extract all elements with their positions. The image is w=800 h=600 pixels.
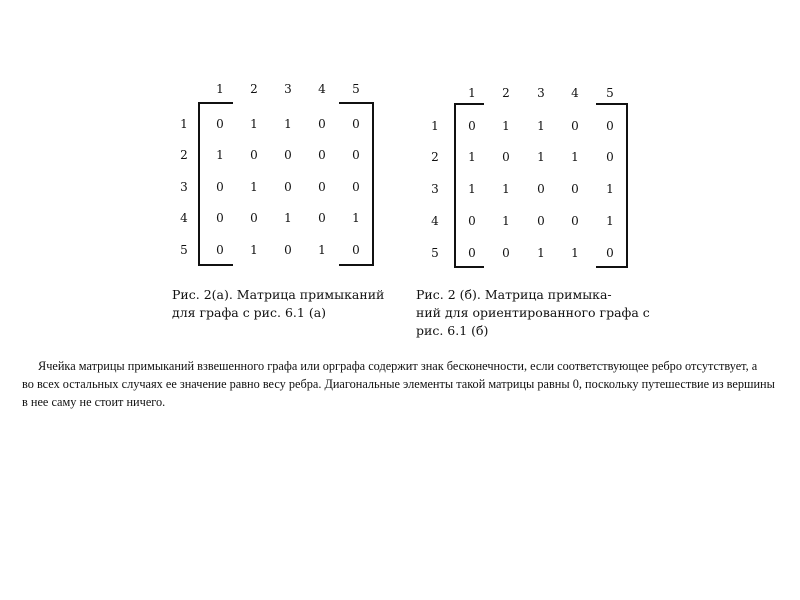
row-label: 2 <box>431 150 439 164</box>
paragraph-line: в нее саму не стоит ничего. <box>22 395 166 409</box>
matrix-cell: 0 <box>284 243 292 257</box>
matrix-cell: 0 <box>284 180 292 194</box>
matrix-cell: 0 <box>352 243 360 257</box>
col-label: 4 <box>318 82 326 96</box>
matrix-cell: 0 <box>216 243 224 257</box>
matrix-cell: 0 <box>468 119 476 133</box>
matrix-cell: 1 <box>318 243 326 257</box>
matrix-cell: 0 <box>352 180 360 194</box>
matrix-cell: 0 <box>468 214 476 228</box>
row-label: 3 <box>431 182 439 196</box>
matrix-cell: 1 <box>537 150 545 164</box>
row-label: 3 <box>180 180 188 194</box>
paragraph-line: во всех остальных случаях ее значение равно весу ребра. Диагональные элементы такой матрицы равны 0, поскольку путешествие из вершины <box>22 377 775 391</box>
matrix-cell: 0 <box>606 150 614 164</box>
caption-line: ний для ориентированного графа с <box>416 305 650 320</box>
caption-line: рис. 6.1 (б) <box>416 323 489 338</box>
col-label: 2 <box>250 82 258 96</box>
matrix-cell: 0 <box>502 246 510 260</box>
row-label: 5 <box>431 246 439 260</box>
matrix-cell: 0 <box>468 246 476 260</box>
matrix-cell: 0 <box>537 214 545 228</box>
matrix-cell: 0 <box>606 246 614 260</box>
matrix-cell: 1 <box>250 117 258 131</box>
matrix-cell: 0 <box>318 180 326 194</box>
col-label: 5 <box>606 86 614 100</box>
explanatory-paragraph <box>22 357 792 411</box>
col-label: 3 <box>537 86 545 100</box>
matrix-cell: 1 <box>571 150 579 164</box>
matrix-b-brackets <box>420 84 630 274</box>
matrix-cell: 0 <box>216 117 224 131</box>
caption-line: для графа с рис. 6.1 (а) <box>172 305 327 320</box>
row-label: 1 <box>431 119 439 133</box>
adjacency-matrix-b <box>420 84 630 274</box>
col-label: 5 <box>352 82 360 96</box>
col-label: 2 <box>502 86 510 100</box>
matrix-cell: 0 <box>352 148 360 162</box>
matrix-cell: 1 <box>606 214 614 228</box>
matrix-cell: 0 <box>571 182 579 196</box>
col-label: 3 <box>284 82 292 96</box>
figure-caption-a <box>172 286 384 322</box>
caption-line: Рис. 2(а). Матрица примыканий <box>172 287 385 302</box>
matrix-cell: 0 <box>284 148 292 162</box>
matrix-cell: 1 <box>216 148 224 162</box>
col-label: 1 <box>468 86 476 100</box>
matrix-cell: 1 <box>284 117 292 131</box>
matrix-cell: 1 <box>571 246 579 260</box>
matrix-cell: 0 <box>352 117 360 131</box>
paragraph-line: Ячейка матрицы примыканий взвешенного графа или орграфа содержит знак бесконечности, если соответствующее ребро отсутствует, а <box>38 359 758 373</box>
row-label: 5 <box>180 243 188 257</box>
matrix-cell: 1 <box>284 211 292 225</box>
matrix-cell: 1 <box>250 243 258 257</box>
matrix-cell: 1 <box>606 182 614 196</box>
matrix-cell: 1 <box>352 211 360 225</box>
row-label: 1 <box>180 117 188 131</box>
matrix-cell: 0 <box>318 148 326 162</box>
matrix-cell: 0 <box>250 148 258 162</box>
figure-caption-b <box>416 286 650 340</box>
matrix-cell: 0 <box>502 150 510 164</box>
matrix-cell: 0 <box>606 119 614 133</box>
matrix-a-brackets <box>172 82 382 267</box>
caption-line: Рис. 2 (б). Матрица примыка- <box>416 287 612 302</box>
row-label: 4 <box>431 214 439 228</box>
adjacency-matrix-a <box>172 82 382 267</box>
matrix-cell: 0 <box>216 180 224 194</box>
matrix-cell: 1 <box>502 182 510 196</box>
matrix-cell: 1 <box>502 119 510 133</box>
matrix-cell: 0 <box>318 211 326 225</box>
col-label: 4 <box>571 86 579 100</box>
matrix-cell: 1 <box>468 150 476 164</box>
matrix-cell: 0 <box>216 211 224 225</box>
matrix-cell: 0 <box>571 214 579 228</box>
col-label: 1 <box>216 82 224 96</box>
row-label: 2 <box>180 148 188 162</box>
matrix-cell: 1 <box>502 214 510 228</box>
matrix-cell: 0 <box>537 182 545 196</box>
matrix-cell: 1 <box>250 180 258 194</box>
matrix-cell: 0 <box>250 211 258 225</box>
matrix-cell: 1 <box>537 119 545 133</box>
matrix-cell: 0 <box>571 119 579 133</box>
matrix-cell: 0 <box>318 117 326 131</box>
matrix-cell: 1 <box>468 182 476 196</box>
row-label: 4 <box>180 211 188 225</box>
matrix-cell: 1 <box>537 246 545 260</box>
